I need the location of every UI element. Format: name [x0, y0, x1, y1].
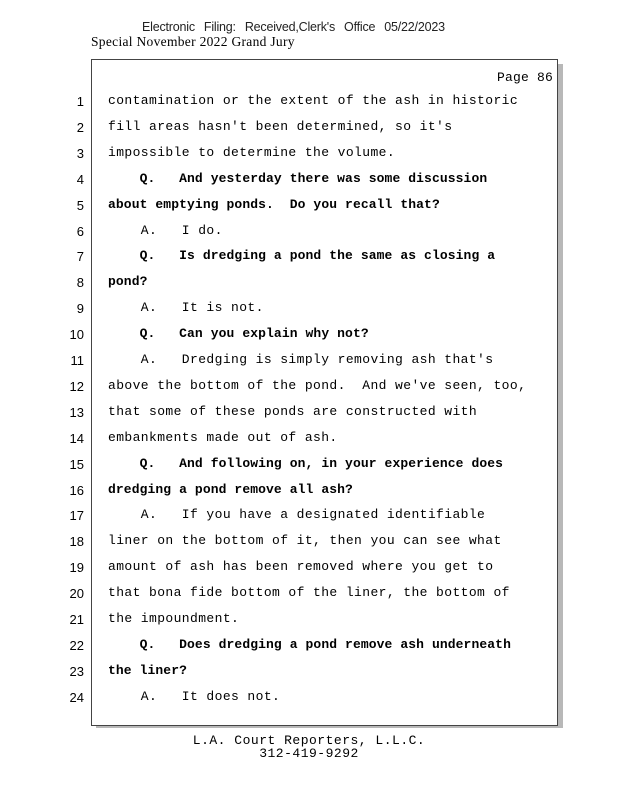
line-number: 13	[69, 404, 84, 420]
line-text: amount of ash has been removed where you get to	[108, 559, 494, 575]
line-text: A. Dredging is simply removing ash that's	[108, 352, 494, 367]
question-text: Q. Does dredging a pond remove ash underneath	[108, 636, 511, 652]
line-number: 9	[76, 301, 84, 317]
line-number: 5	[76, 197, 84, 213]
line-number: 12	[69, 378, 84, 394]
transcript-line	[0, 295, 618, 321]
question-text: about emptying ponds. Do you recall that?	[108, 196, 440, 212]
question-text: Q. Can you explain why not?	[108, 326, 369, 342]
line-text: A. It does not.	[108, 688, 281, 704]
question-text: Q. And yesterday there was some discussion	[108, 170, 488, 186]
stamp-office: Office	[344, 20, 376, 34]
line-number: 18	[69, 534, 84, 550]
transcript-line	[0, 269, 618, 295]
line-text: embankments made out of ash.	[108, 429, 338, 445]
transcript-line	[0, 140, 618, 166]
footer-phone: 312-419-9292	[259, 746, 359, 761]
transcript-line	[0, 321, 618, 347]
transcript-line	[0, 451, 618, 477]
line-number: 11	[70, 353, 84, 368]
filing-stamp	[142, 20, 454, 34]
line-number: 16	[69, 482, 84, 498]
transcript-line	[0, 658, 618, 684]
transcript-line	[0, 373, 618, 399]
transcript-line	[0, 218, 618, 244]
line-number: 10	[69, 327, 84, 343]
question-text: Q. And following on, in your experience does	[108, 455, 504, 471]
transcript-line	[0, 166, 618, 192]
line-number: 2	[76, 119, 84, 135]
line-number: 3	[76, 145, 84, 161]
transcript-line	[0, 684, 618, 710]
line-text: A. If you have a designated identifiable	[108, 507, 486, 523]
transcript-line	[0, 606, 618, 632]
line-text: A. I do.	[108, 222, 223, 238]
line-number: 19	[69, 560, 84, 576]
footer-company: L.A. Court Reporters, L.L.C.	[192, 733, 426, 748]
stamp-filing: Filing:	[203, 20, 236, 34]
transcript-line	[0, 88, 618, 114]
transcript-line	[0, 243, 618, 269]
question-text: dredging a pond remove all ash?	[108, 481, 353, 497]
line-text: contamination or the extent of the ash in historic	[108, 93, 519, 108]
stamp-date: 05/22/2023	[384, 20, 445, 34]
transcript-line	[0, 347, 618, 373]
transcript-line	[0, 192, 618, 218]
line-text: impossible to determine the volume.	[108, 144, 396, 160]
line-text: fill areas hasn't been determined, so it's	[108, 118, 453, 134]
line-text: above the bottom of the pond. And we've seen, too,	[108, 377, 527, 393]
transcript-line	[0, 554, 618, 580]
transcript-line	[0, 502, 618, 528]
transcript-line	[0, 580, 618, 606]
line-number: 8	[76, 275, 84, 291]
transcript-line	[0, 632, 618, 658]
line-number: 24	[69, 689, 84, 705]
line-text: A. It is not.	[108, 300, 264, 316]
line-number: 21	[69, 612, 84, 627]
line-text: the impoundment.	[108, 611, 240, 626]
line-number: 7	[76, 249, 84, 265]
line-text: that bona fide bottom of the liner, the bottom of	[108, 585, 510, 601]
transcript-line	[0, 399, 618, 425]
transcript-line	[0, 528, 618, 554]
line-number: 6	[76, 223, 84, 239]
line-number: 22	[69, 637, 84, 653]
page-number: Page 86	[497, 70, 554, 85]
line-number: 15	[69, 456, 84, 472]
line-text: liner on the bottom of it, then you can see what	[108, 533, 502, 549]
question-text: Q. Is dredging a pond the same as closing a	[108, 248, 496, 264]
stamp-received: Received,Clerk's	[244, 20, 336, 34]
question-text: the liner?	[108, 662, 188, 678]
stamp-electronic: Electronic	[142, 20, 195, 34]
transcript-line	[0, 477, 618, 503]
line-text: that some of these ponds are constructed with	[108, 403, 478, 419]
question-text: pond?	[108, 274, 148, 290]
line-number: 23	[69, 663, 84, 679]
line-number: 17	[69, 508, 84, 524]
line-number: 4	[76, 171, 84, 187]
transcript-line	[0, 114, 618, 140]
line-number: 14	[69, 430, 84, 446]
transcript-line	[0, 425, 618, 451]
line-number: 1	[76, 94, 84, 109]
document-header: Special November 2022 Grand Jury	[91, 34, 295, 49]
line-number: 20	[69, 586, 84, 602]
